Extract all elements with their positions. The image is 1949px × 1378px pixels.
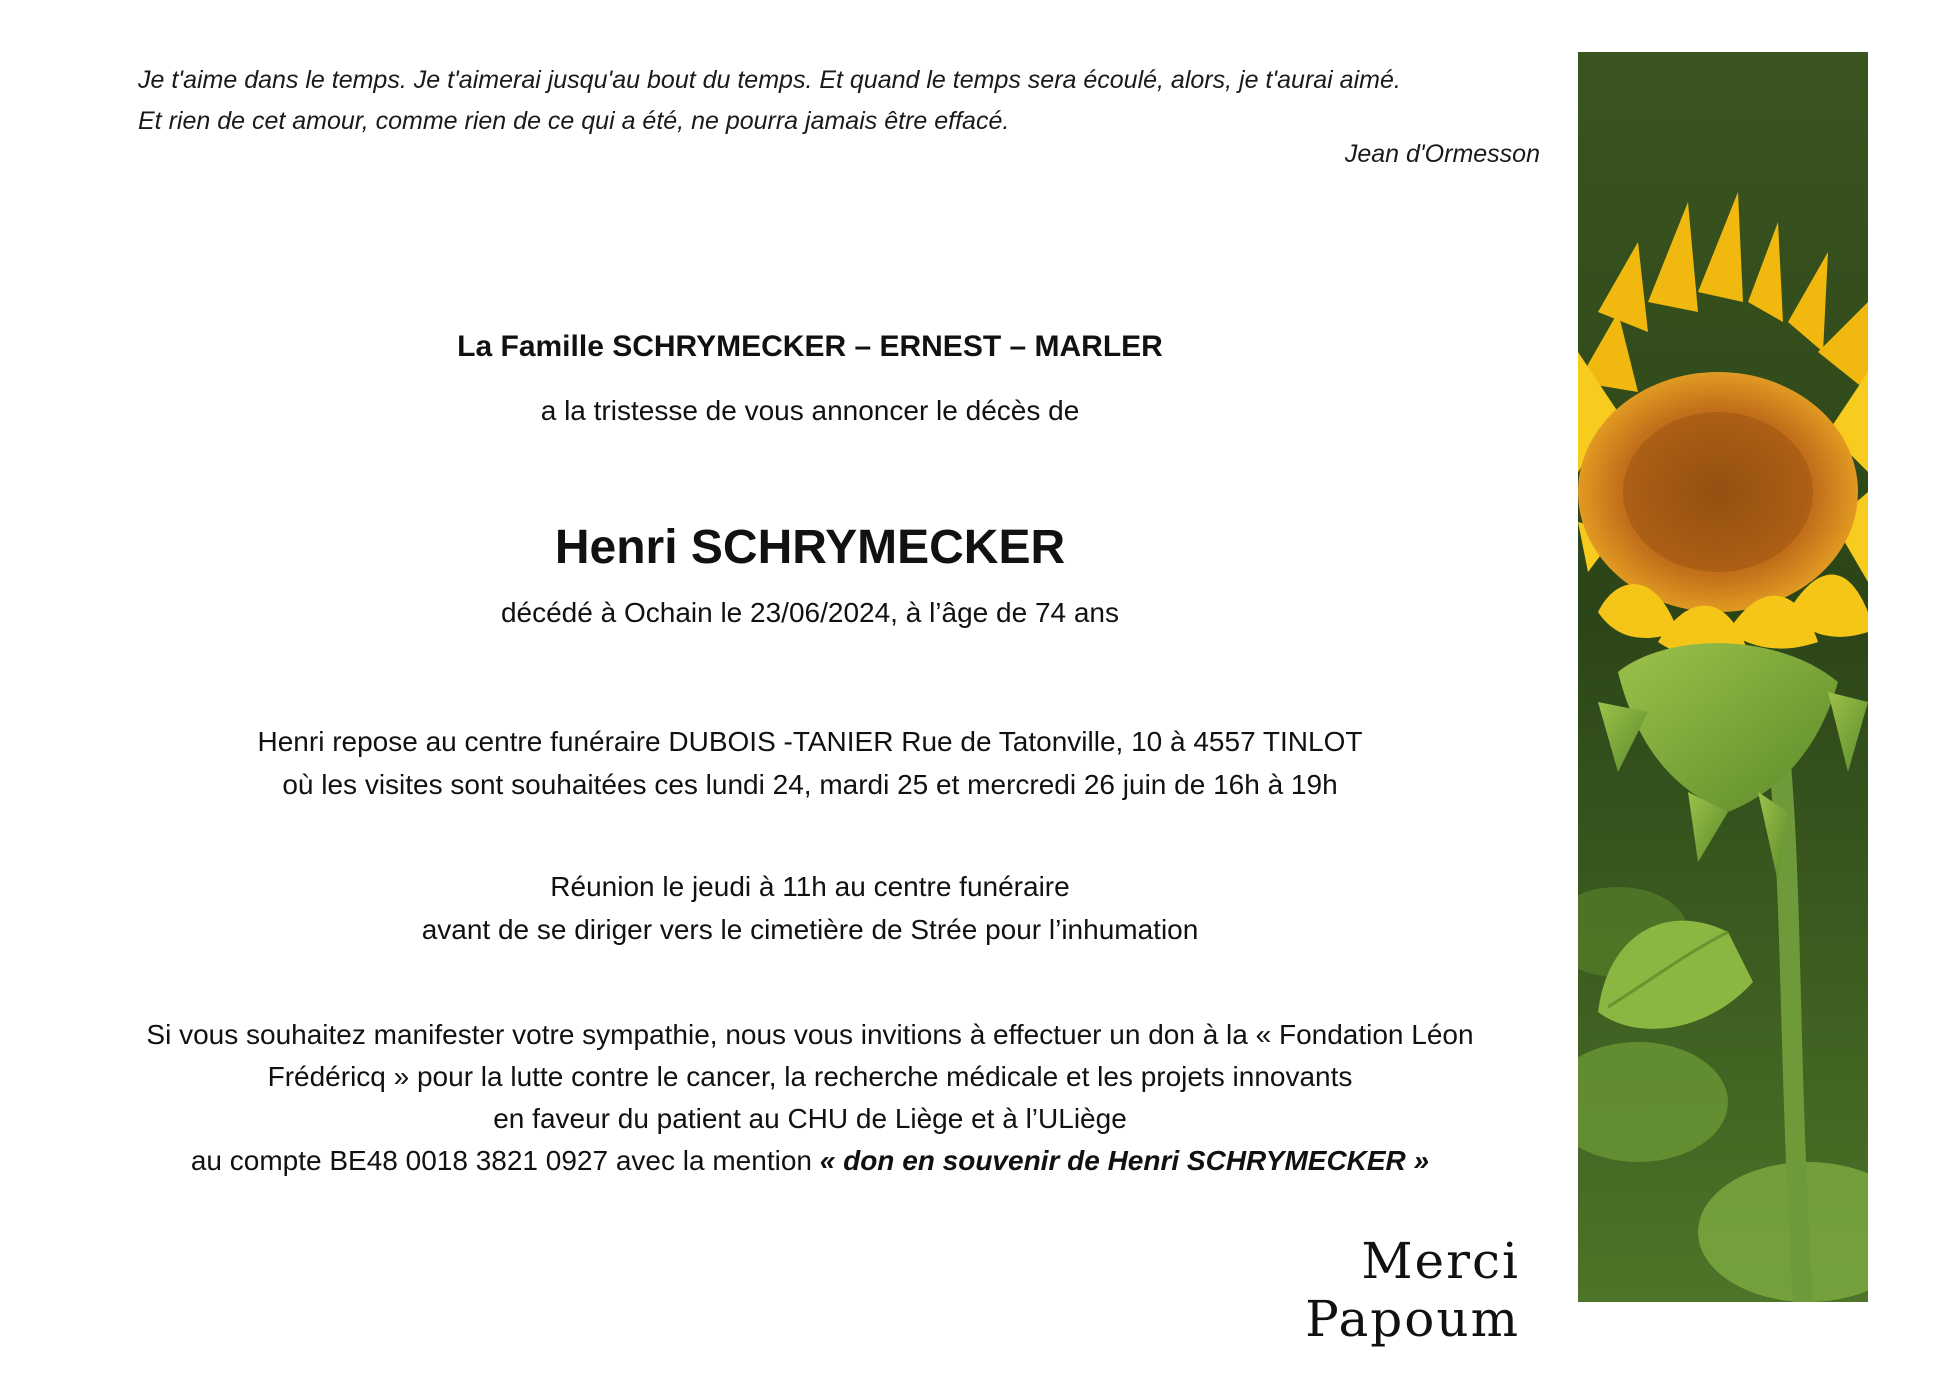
meeting-info <box>60 865 1560 951</box>
quote-line-2: Et rien de cet amour, comme rien de ce qui a été, ne pourra jamais être effacé. <box>138 107 1010 135</box>
visitation-line-1: Henri repose au centre funéraire DUBOIS -TANIER Rue de Tatonville, 10 à 4557 TINLOT <box>257 726 1363 757</box>
deceased-name: Henri SCHRYMECKER <box>554 521 1066 574</box>
donation-line-3: en faveur du patient au CHU de Liège et à l’ULiège <box>493 1103 1127 1134</box>
donation-line-2: Frédéricq » pour la lutte contre le cancer, la recherche médicale et les projets innovants <box>267 1061 1353 1092</box>
donation-line-1: Si vous souhaitez manifester votre sympathie, nous vous invitions à effectuer un don à la « Fondation Léon <box>146 1019 1474 1050</box>
donation-account: au compte BE48 0018 3821 0927 avec la mention <box>190 1145 820 1176</box>
family-name: La Famille SCHRYMECKER – ERNEST – MARLER <box>457 330 1163 363</box>
visitation-line-2: où les visites sont souhaitées ces lundi 24, mardi 25 et mercredi 26 juin de 16h à 19h <box>282 769 1338 800</box>
death-details: décédé à Ochain le 23/06/2024, à l’âge de 74 ans <box>500 597 1120 628</box>
visitation-info <box>60 720 1560 806</box>
sunflower-image <box>1578 52 1868 1302</box>
announcement-intro: a la tristesse de vous annoncer le décès de <box>540 395 1080 426</box>
closing-thanks: Merci Papoum <box>1305 1232 1520 1348</box>
donation-mention: « don en souvenir de Henri SCHRYMECKER » <box>819 1145 1430 1176</box>
donation-line-4 <box>60 1140 1560 1182</box>
meeting-line-2: avant de se diriger vers le cimetière de Strée pour l’inhumation <box>421 914 1199 945</box>
quote-line-1: Je t'aime dans le temps. Je t'aimerai jusqu'au bout du temps. Et quand le temps sera écoulé, alors, je t'aurai aimé. <box>138 66 1401 94</box>
donation-info <box>60 1014 1560 1182</box>
quote-author: Jean d'Ormesson <box>1344 140 1540 168</box>
meeting-line-1: Réunion le jeudi à 11h au centre funéraire <box>550 871 1070 902</box>
sunflower-photo <box>1578 52 1868 1302</box>
quote-text <box>138 60 1538 142</box>
